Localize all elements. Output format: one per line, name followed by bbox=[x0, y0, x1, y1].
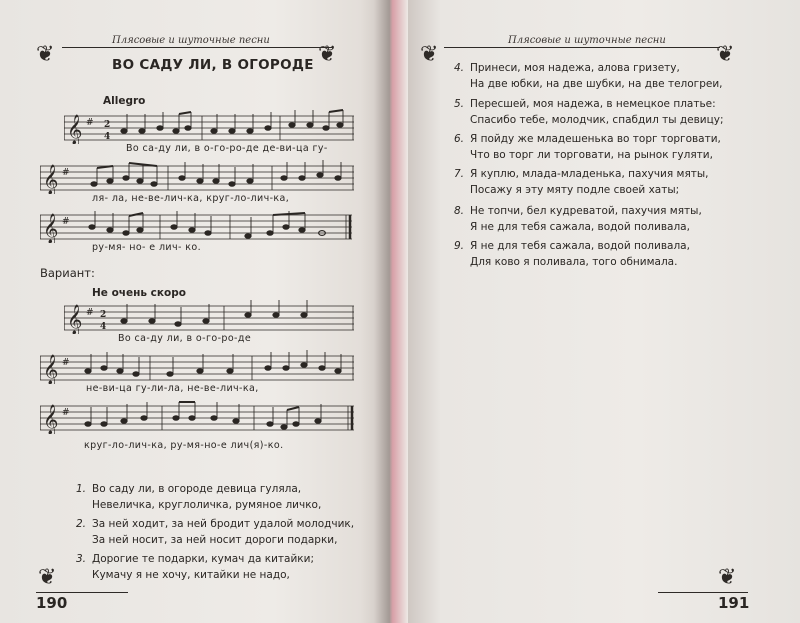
verse-line: За ней ходит, за ней бродит удалой молодчик, bbox=[92, 518, 355, 530]
svg-text:𝄞: 𝄞 bbox=[67, 305, 83, 334]
verse-3 bbox=[76, 551, 314, 583]
verse-line: Для ково я поливала, того обнимала. bbox=[470, 256, 678, 268]
verse-5 bbox=[454, 96, 724, 128]
music-staff-2 bbox=[40, 158, 356, 194]
rose-ornament-icon: ❦ bbox=[38, 565, 57, 590]
svg-text:4: 4 bbox=[100, 322, 107, 332]
verse-2 bbox=[76, 516, 355, 548]
svg-text:𝄞: 𝄞 bbox=[43, 214, 59, 243]
verse-line: За ней носит, за ней носит дороги подарки, bbox=[92, 534, 338, 546]
variant-tempo-marking: Не очень скоро bbox=[92, 287, 186, 299]
header-rule bbox=[444, 47, 720, 48]
verse-line: На две юбки, на две шубки, на две телогреи, bbox=[470, 78, 723, 90]
svg-text:𝄞: 𝄞 bbox=[67, 115, 83, 144]
lyrics-line: ру-мя- но- е лич- ко. bbox=[92, 242, 202, 253]
verse-7 bbox=[454, 166, 709, 198]
variant-lyrics-line: Во са-ду ли, в о-го-ро-де bbox=[118, 333, 252, 344]
verse-line: Пересшей, моя надежа, в немецкое платье: bbox=[470, 98, 716, 110]
lyrics-line: Во са-ду ли, в о-го-ро-де де-ви-ца гу- bbox=[126, 143, 328, 154]
verse-line: Посажу я эту мяту подле своей хаты; bbox=[470, 184, 680, 196]
verse-6 bbox=[454, 131, 721, 163]
verse-4 bbox=[454, 60, 723, 92]
rose-ornament-icon: ❦ bbox=[420, 42, 439, 67]
verse-line: Я не для тебя сажала, водой поливала, bbox=[470, 221, 690, 233]
header-rule bbox=[62, 47, 332, 48]
variant-lyrics-line: не-ви-ца гу-ли-ла, не-ве-лич-ка, bbox=[86, 383, 259, 394]
music-staff-3 bbox=[40, 207, 356, 243]
variant-staff-2 bbox=[40, 348, 356, 384]
tempo-marking: Allegro bbox=[103, 95, 146, 107]
running-head: Плясовые и шуточные песни bbox=[508, 35, 666, 46]
svg-text:2: 2 bbox=[104, 120, 111, 130]
verse-line: Я пойду же младешенька во торг торговати, bbox=[470, 133, 721, 145]
rose-ornament-icon: ❦ bbox=[36, 42, 55, 67]
svg-text:4: 4 bbox=[104, 132, 111, 142]
svg-text:#: # bbox=[86, 308, 94, 318]
variant-staff-3 bbox=[40, 398, 356, 434]
verse-line: Не топчи, бел кудреватой, пахучия мяты, bbox=[470, 205, 702, 217]
variant-label: Вариант: bbox=[40, 266, 95, 280]
svg-text:𝄞: 𝄞 bbox=[43, 405, 59, 434]
verse-line: Спасибо тебе, молодчик, спабдил ты девицу; bbox=[470, 114, 724, 126]
verse-number: 8. bbox=[454, 205, 465, 217]
verse-number: 2. bbox=[76, 518, 87, 530]
verse-number: 6. bbox=[454, 133, 465, 145]
verse-line: Что во торг ли торговати, на рынок гуляти, bbox=[470, 149, 713, 161]
footer-rule bbox=[658, 592, 748, 593]
page-number: 190 bbox=[36, 594, 68, 612]
song-title: ВО САДУ ЛИ, В ОГОРОДЕ bbox=[112, 57, 314, 73]
footer-rule bbox=[36, 592, 128, 593]
svg-text:#: # bbox=[62, 358, 70, 368]
variant-lyrics-line: круг-ло-лич-ка, ру-мя-но-е лич(я)-ко. bbox=[84, 440, 284, 451]
book-gutter bbox=[374, 0, 408, 623]
verse-number: 7. bbox=[454, 168, 465, 180]
verse-line: Кумачу я не хочу, китайки не надо, bbox=[92, 569, 290, 581]
verse-8 bbox=[454, 203, 702, 235]
svg-text:#: # bbox=[62, 168, 70, 178]
verse-number: 3. bbox=[76, 553, 87, 565]
verse-line: Принеси, моя надежа, алова гризету, bbox=[470, 62, 680, 74]
music-staff-1 bbox=[64, 108, 356, 144]
svg-text:2: 2 bbox=[100, 310, 107, 320]
rose-ornament-icon: ❦ bbox=[716, 42, 735, 67]
running-head: Плясовые и шуточные песни bbox=[112, 35, 270, 46]
left-page bbox=[0, 0, 392, 623]
lyrics-line: ля- ла, не-ве-лич-ка, круг-ло-лич-ка, bbox=[92, 193, 290, 204]
right-page bbox=[392, 0, 800, 623]
svg-text:𝄞: 𝄞 bbox=[43, 355, 59, 384]
svg-text:𝄞: 𝄞 bbox=[43, 165, 59, 194]
verse-line: Я не для тебя сажала, водой поливала, bbox=[470, 240, 690, 252]
verse-number: 4. bbox=[454, 62, 465, 74]
svg-text:#: # bbox=[62, 217, 70, 227]
verse-line: Дорогие те подарки, кумач да китайки; bbox=[92, 553, 314, 565]
variant-staff-1 bbox=[64, 298, 356, 334]
verse-number: 9. bbox=[454, 240, 465, 252]
verse-line: Во саду ли, в огороде девица гуляла, bbox=[92, 483, 302, 495]
page-number: 191 bbox=[718, 594, 750, 612]
svg-text:#: # bbox=[62, 408, 70, 418]
verse-line: Я куплю, млада-младенька, пахучия мяты, bbox=[470, 168, 709, 180]
rose-ornament-icon: ❦ bbox=[318, 42, 337, 67]
verse-line: Невеличка, круглоличка, румяное личко, bbox=[92, 499, 322, 511]
verse-number: 1. bbox=[76, 483, 87, 495]
rose-ornament-icon: ❦ bbox=[718, 565, 737, 590]
verse-9 bbox=[454, 238, 690, 270]
svg-text:#: # bbox=[86, 118, 94, 128]
verse-1 bbox=[76, 481, 322, 513]
verse-number: 5. bbox=[454, 98, 465, 110]
